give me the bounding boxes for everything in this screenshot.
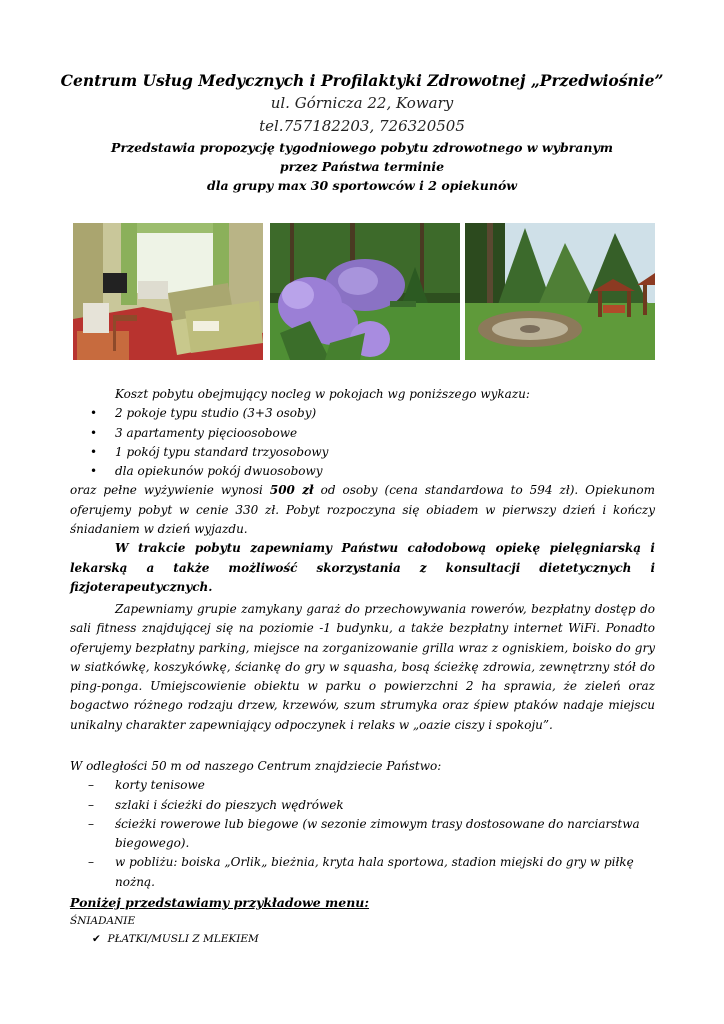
cost-section [70, 385, 655, 597]
price-text-a: oraz pełne wyżywienie wynosi [70, 483, 270, 498]
nearby-item: szlaki i ścieżki do pieszych wędrówek [115, 797, 344, 812]
nearby-item: w pobliżu: boiska „Orlik„ bieżnia, kryta hala sportowa, stadion miejski do gry w piłkę nożną. [115, 855, 634, 889]
nearby-item: ścieżki rowerowe lub biegowe (w sezonie zimowym trasy dostosowane do narciarstwa biegowego). [115, 816, 640, 851]
offer-line-1: Przedstawia propozycję tygodniowego pobytu zdrowotnego w wybranym [111, 140, 613, 155]
list-item [70, 796, 655, 815]
care-paragraph: W trakcie pobytu zapewniamy Państwu całodobową opiekę pielęgniarską i lekarską a także możliwość skorzystania z konsultacji dietetycznych i fizjoterapeutycznych. [70, 541, 655, 594]
list-item [70, 462, 655, 481]
garden-photo [270, 223, 460, 360]
dash-icon: – [88, 855, 94, 870]
nearby-list [70, 776, 655, 892]
price-text-b: od osoby (cena standardowa to 594 zł). Opiekunom oferujemy pobyt w cenie 330 zł. Pobyt rozpoczyna się obiadem w pierwszy dzień i kończy śniadaniem w dzień wyjazdu. [70, 483, 655, 537]
bullet-icon: • [90, 444, 98, 459]
room-photo [73, 223, 263, 360]
price-value: 500 zł [269, 483, 314, 498]
park-photo [465, 223, 655, 360]
amenities-section [70, 600, 655, 735]
telephone: tel.757182203, 726320505 [259, 117, 465, 135]
list-item [70, 424, 655, 443]
cost-intro: Koszt pobytu obejmujący nocleg w pokojach wg poniższego wykazu: [115, 387, 530, 401]
bullet-icon: • [90, 464, 98, 479]
nearby-intro: W odległości 50 m od naszego Centrum znajdziecie Państwo: [70, 759, 442, 773]
room-list [70, 404, 655, 481]
photo-strip [73, 223, 655, 360]
room-item: 1 pokój typu standard trzyosobowy [115, 444, 329, 459]
list-item [70, 443, 655, 462]
room-item: dla opiekunów pokój dwuosobowy [115, 464, 323, 479]
room-item: 2 pokoje typu studio (3+3 osoby) [115, 406, 317, 421]
menu-item-label: PŁATKI/MUSLI Z MLEKIEM [107, 933, 259, 945]
address: ul. Górnicza 22, Kowary [270, 94, 454, 112]
menu-section [70, 893, 655, 948]
offer-line-3: dla grupy max 30 sportowców i 2 opiekunów [206, 178, 518, 193]
bullet-icon: • [90, 425, 98, 440]
list-item [70, 815, 655, 854]
list-item [70, 853, 655, 892]
menu-item [70, 930, 655, 948]
room-item: 3 apartamenty pięcioosobowe [115, 425, 298, 440]
dash-icon: – [88, 816, 94, 831]
check-icon: ✔ [92, 933, 101, 945]
dash-icon: – [88, 778, 94, 793]
menu-section-label: ŚNIADANIE [70, 915, 136, 927]
dash-icon: – [88, 797, 94, 812]
organization-name: Centrum Usług Medycznych i Profilaktyki Zdrowotnej „Przedwiośnie” [60, 71, 664, 90]
bullet-icon: • [90, 406, 98, 421]
list-item [70, 404, 655, 423]
nearby-section [70, 757, 655, 892]
menu-title: Poniżej przedstawiamy przykładowe menu: [70, 895, 370, 910]
list-item [70, 776, 655, 795]
price-paragraph [70, 481, 655, 539]
offer-line-2: przez Państwa terminie [279, 159, 445, 174]
letterhead [40, 70, 684, 195]
nearby-item: korty tenisowe [115, 778, 205, 793]
amenities-paragraph: Zapewniamy grupie zamykany garaż do przechowywania rowerów, bezpłatny dostęp do sali fitness znajdującej się na poziomie -1 budynku, a także bezpłatny internet WiFi. Ponadto oferujemy bezpłatny parking, miejsce na zorganizowanie grilla wraz z ogniskiem, boisko do gry w siatkówkę, koszykówkę, ściankę do gry w squasha, bosą ścieżkę zdrowia, zewnętrzny stół do ping-ponga. Umiejscowienie obiektu w parku o powierzchni 2 ha sprawia, że zieleń oraz bogactwo różnego rodzaju drzew, krzewów, szum strumyka oraz śpiew ptaków nadaje miejscu unikalny charakter zapewniający odpoczynek i relaks w „oazie ciszy i spokoju”. [70, 602, 655, 732]
